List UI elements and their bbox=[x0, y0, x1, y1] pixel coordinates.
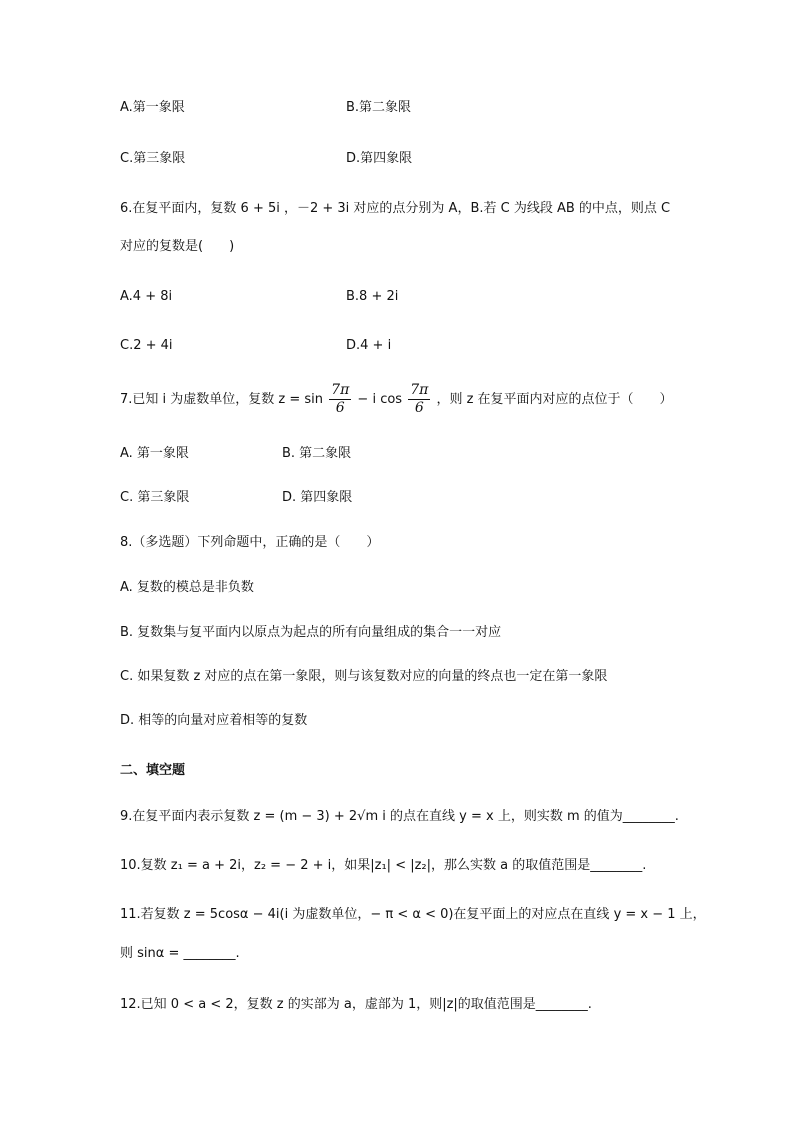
q6-option-a: A.4 + 8i bbox=[120, 289, 173, 304]
q6-option-c: C.2 + 4i bbox=[120, 338, 173, 353]
q10-stem: 10.复数 z₁ = a + 2i，z₂ = − 2 + i，如果|z₁| < |z₂|，那么实数 a 的取值范围是________. bbox=[120, 858, 647, 873]
q8-option-b: B. 复数集与复平面内以原点为起点的所有向量组成的集合一一对应 bbox=[120, 625, 502, 640]
q8-option-d: D. 相等的向量对应着相等的复数 bbox=[120, 713, 308, 728]
q6-option-d: D.4 + i bbox=[346, 338, 392, 353]
q8-option-c: C. 如果复数 z 对应的点在第一象限，则与该复数对应的向量的终点也一定在第一象限 bbox=[120, 669, 608, 684]
q11-stem-line2: 则 sinα = ________. bbox=[120, 946, 240, 961]
q12-stem: 12.已知 0 < a < 2，复数 z 的实部为 a，虚部为 1，则|z|的取值范围是________. bbox=[120, 997, 592, 1012]
q7-fraction-2 bbox=[408, 382, 430, 417]
q7-option-a: A. 第一象限 bbox=[120, 446, 189, 461]
q5-option-d: D.第四象限 bbox=[346, 151, 413, 166]
q7-option-d: D. 第四象限 bbox=[282, 490, 353, 505]
q7-fraction-1-denominator: 6 bbox=[335, 400, 345, 416]
q11-stem-line1: 11.若复数 z = 5cosα − 4i(i 为虚数单位，− π < α < 0)在复平面上的对应点在直线 y = x − 1 上， bbox=[120, 907, 706, 922]
q6-stem-line2: 对应的复数是( ) bbox=[120, 239, 235, 254]
q6-stem-line1: 6.在复平面内，复数 6 + 5i ，－2 + 3i 对应的点分别为 A，B.若 C 为线段 AB 的中点，则点 C bbox=[120, 201, 671, 216]
q9-stem: 9.在复平面内表示复数 z = (m − 3) + 2√m i 的点在直线 y = x 上，则实数 m 的值为________. bbox=[120, 809, 679, 824]
q8-option-a: A. 复数的模总是非负数 bbox=[120, 580, 254, 595]
q7-option-b: B. 第二象限 bbox=[282, 446, 352, 461]
q6-option-b: B.8 + 2i bbox=[346, 289, 399, 304]
q5-option-b: B.第二象限 bbox=[346, 100, 412, 115]
q7-option-c: C. 第三象限 bbox=[120, 490, 190, 505]
q5-option-c: C.第三象限 bbox=[120, 151, 186, 166]
q7-fraction-2-denominator: 6 bbox=[414, 400, 424, 416]
section-heading-fill-in: 二、填空题 bbox=[120, 763, 186, 778]
q8-stem: 8.（多选题）下列命题中，正确的是（ ） bbox=[120, 535, 380, 550]
q7-stem-prefix: 7.已知 i 为虚数单位，复数 z = sin bbox=[120, 392, 324, 407]
q5-option-a: A.第一象限 bbox=[120, 100, 185, 115]
q7-stem-middle: − i cos bbox=[357, 392, 403, 407]
q7-stem bbox=[120, 380, 673, 420]
q7-fraction-1 bbox=[329, 382, 351, 417]
q7-fraction-1-numerator: 7π bbox=[331, 382, 350, 398]
q7-stem-suffix: ，则 z 在复平面内对应的点位于（ ） bbox=[436, 392, 673, 407]
q7-fraction-2-numerator: 7π bbox=[410, 382, 429, 398]
